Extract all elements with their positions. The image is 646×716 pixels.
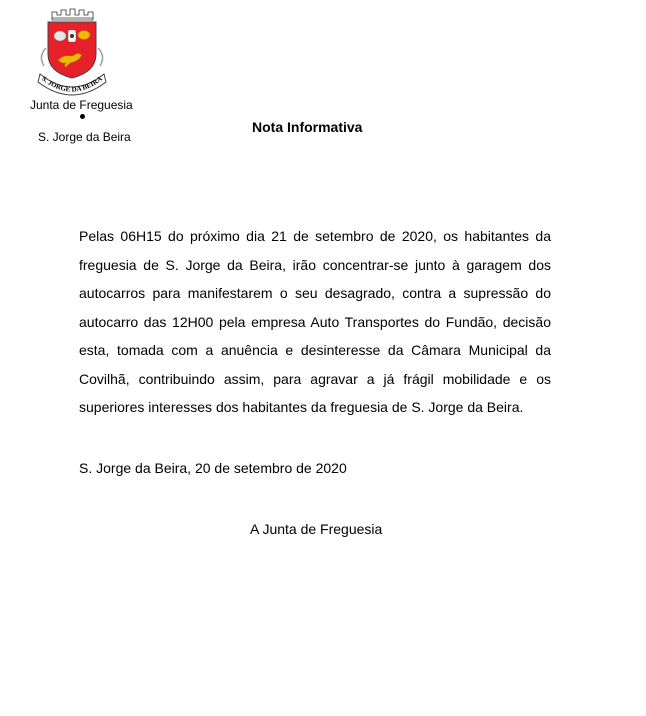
org-name: Junta de Freguesia <box>30 98 133 112</box>
lamp-charge-icon <box>68 30 76 42</box>
gold-charge-icon <box>78 31 90 40</box>
document-body: Pelas 06H15 do próximo dia 21 de setembro de 2020, os habitantes da freguesia de S. Jorge da Beira, irão concentrar-se junto à garagem dos autocarros para manifestarem o seu desagrado, contra a supressão do autocarro das 12H00 pela empresa Auto Transportes do Fundão, decisão esta, tomada com a anuência e desinteresse da Câmara Municipal da Covilhã, contribuindo assim, para agravar a já frágil mobilidade e os superiores interesses dos habitantes da freguesia de S. Jorge da Beira. <box>79 228 551 415</box>
right-ornament-icon <box>98 48 103 66</box>
date-line: S. Jorge da Beira, 20 de setembro de 2020 <box>79 460 347 476</box>
mural-crown-icon <box>52 9 93 20</box>
coat-of-arms-logo <box>30 8 114 98</box>
document-title: Nota Informativa <box>252 119 363 135</box>
silver-charge-icon <box>54 31 66 41</box>
org-place: S. Jorge da Beira <box>38 130 131 144</box>
left-ornament-icon <box>41 48 46 66</box>
bullet-icon <box>80 114 85 119</box>
signature: A Junta de Freguesia <box>250 521 383 537</box>
crest-motto: S. JORGE DA BEIRA <box>40 74 104 94</box>
